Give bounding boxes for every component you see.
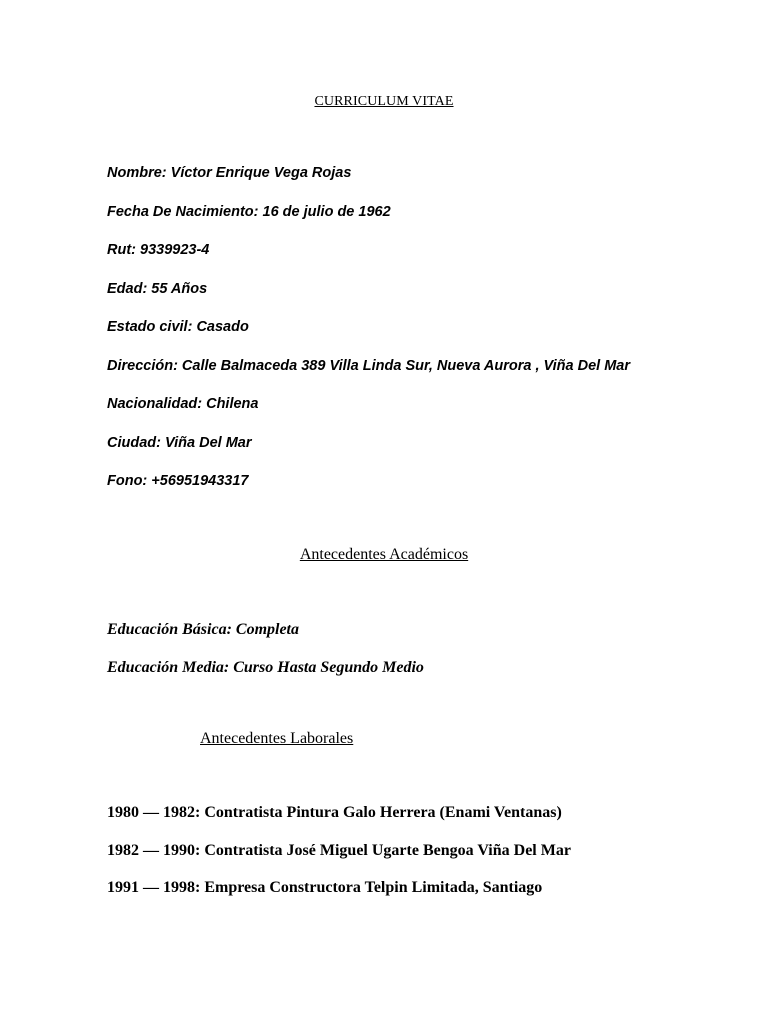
- academic-item-secondary: Educación Media: Curso Hasta Segundo Medio: [107, 658, 424, 676]
- labor-item: 1980 — 1982: Contratista Pintura Galo Herrera (Enami Ventanas): [107, 804, 562, 821]
- labor-item: 1991 — 1998: Empresa Constructora Telpin Limitada, Santiago: [107, 879, 543, 896]
- personal-info-birthdate: Fecha De Nacimiento: 16 de julio de 1962: [107, 203, 391, 220]
- personal-info-age: Edad: 55 Años: [107, 280, 208, 297]
- labor-item: 1982 — 1990: Contratista José Miguel Ugarte Bengoa Viña Del Mar: [107, 841, 571, 859]
- academic-heading: Antecedentes Académicos: [299, 546, 469, 563]
- personal-info-name: Nombre: Víctor Enrique Vega Rojas: [107, 165, 352, 181]
- academic-item-basic: Educación Básica: Completa: [107, 621, 299, 638]
- document-title: CURRICULUM VITAE: [314, 94, 454, 109]
- labor-section: [107, 802, 747, 915]
- labor-heading: Antecedentes Laborales: [200, 730, 354, 747]
- personal-info-phone: Fono: +56951943317: [107, 473, 249, 489]
- personal-info-civil-status: Estado civil: Casado: [107, 319, 249, 335]
- personal-info-section: [107, 163, 747, 510]
- personal-info-nationality: Nacionalidad: Chilena: [107, 396, 259, 412]
- personal-info-rut: Rut: 9339923-4: [107, 242, 210, 258]
- academic-section: [107, 619, 747, 694]
- personal-info-address: Dirección: Calle Balmaceda 389 Villa Linda Sur, Nueva Aurora , Viña Del Mar: [107, 357, 630, 374]
- personal-info-city: Ciudad: Viña Del Mar: [107, 434, 252, 451]
